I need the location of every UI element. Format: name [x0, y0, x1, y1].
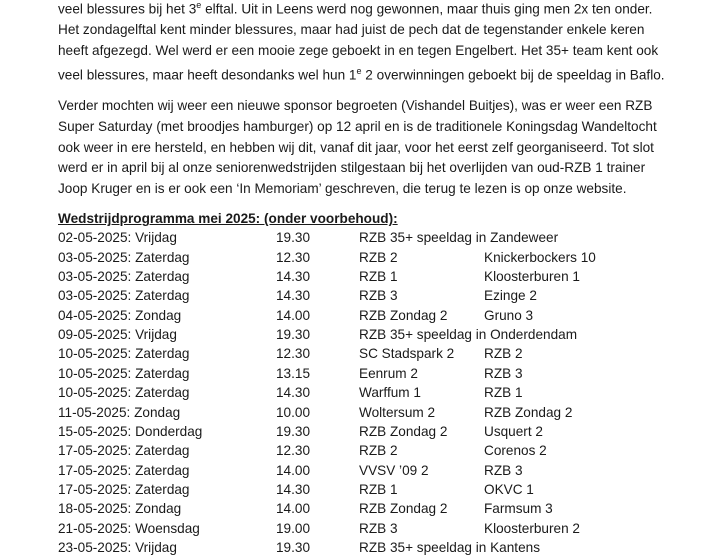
text-line: Verder mochten wij weer een nieuwe sponsor begroeten (Vishandel Buitjes), was er weer een RZB — [58, 98, 653, 114]
match-date: 17-05-2025: Zaterdag — [58, 443, 190, 459]
away-team: RZB 2 — [484, 346, 523, 362]
away-team: Kloosterburen 2 — [484, 520, 580, 536]
match-date: 09-05-2025: Vrijdag — [58, 327, 177, 343]
schedule-row — [58, 499, 678, 518]
home-team: RZB 2 — [359, 443, 398, 459]
away-team: RZB 1 — [484, 385, 523, 401]
match-time: 14.30 — [276, 481, 311, 497]
schedule-row — [58, 480, 678, 499]
match-time: 14.30 — [276, 288, 311, 304]
schedule-row — [58, 441, 678, 460]
match-time: 19.00 — [276, 520, 311, 536]
schedule-row — [58, 383, 678, 402]
match-time: 19.30 — [276, 327, 311, 343]
text-line: Het zondagelftal kent minder blessures, maar had juist de pech dat de tegenstander enkele keren — [58, 22, 645, 38]
intro-paragraph-2 — [58, 96, 678, 199]
away-team: Farmsum 3 — [484, 501, 553, 517]
home-team: SC Stadspark 2 — [359, 346, 455, 362]
intro-paragraph-1 — [58, 0, 678, 86]
document-page — [58, 0, 678, 557]
match-date: 15-05-2025: Donderdag — [58, 423, 203, 439]
home-team: RZB 35+ speeldag in Onderdendam — [359, 327, 578, 343]
match-date: 10-05-2025: Zaterdag — [58, 385, 190, 401]
home-team: VVSV ’09 2 — [359, 462, 429, 478]
schedule-heading: Wedstrijdprogramma mei 2025: (onder voorbehoud): — [58, 211, 398, 227]
match-date: 10-05-2025: Zaterdag — [58, 365, 190, 381]
match-time: 12.30 — [276, 249, 311, 265]
home-team: RZB 2 — [359, 249, 398, 265]
home-team: Warffum 1 — [359, 385, 421, 401]
match-time: 19.30 — [276, 230, 311, 246]
away-team: Ezinge 2 — [484, 288, 537, 304]
match-date: 21-05-2025: Woensdag — [58, 520, 200, 536]
match-schedule — [58, 228, 678, 557]
match-time: 14.30 — [276, 269, 311, 285]
home-team: RZB Zondag 2 — [359, 307, 448, 323]
home-team: Eenrum 2 — [359, 365, 418, 381]
schedule-row — [58, 267, 678, 286]
text-line: veel blessures, maar heeft desondanks wel hun 1e 2 overwinningen geboekt bij de speeldag in Baflo. — [58, 66, 665, 83]
match-date: 03-05-2025: Zaterdag — [58, 269, 190, 285]
home-team: RZB 1 — [359, 269, 398, 285]
match-time: 14.00 — [276, 307, 311, 323]
match-time: 12.30 — [276, 346, 311, 362]
home-team: RZB 35+ speeldag in Kantens — [359, 539, 540, 555]
home-team: RZB 1 — [359, 481, 398, 497]
match-date: 03-05-2025: Zaterdag — [58, 288, 190, 304]
away-team: OKVC 1 — [484, 481, 534, 497]
home-team: RZB Zondag 2 — [359, 423, 448, 439]
match-date: 17-05-2025: Zaterdag — [58, 462, 190, 478]
schedule-row — [58, 422, 678, 441]
text-line: Super Saturday (met broodjes hamburger) op 12 april en is de traditionele Koningsdag Wandeltocht — [58, 119, 657, 135]
away-team: Corenos 2 — [484, 443, 547, 459]
away-team: Kloosterburen 1 — [484, 269, 580, 285]
schedule-row — [58, 461, 678, 480]
match-date: 02-05-2025: Vrijdag — [58, 230, 177, 246]
schedule-row — [58, 286, 678, 305]
schedule-row — [58, 325, 678, 344]
match-time: 19.30 — [276, 423, 311, 439]
schedule-row — [58, 248, 678, 267]
home-team: RZB 35+ speeldag in Zandeweer — [359, 230, 559, 246]
match-date: 04-05-2025: Zondag — [58, 307, 182, 323]
match-date: 18-05-2025: Zondag — [58, 501, 182, 517]
match-time: 19.30 — [276, 539, 311, 555]
schedule-row — [58, 364, 678, 383]
home-team: RZB 3 — [359, 520, 398, 536]
match-time: 14.00 — [276, 501, 311, 517]
match-time: 13.15 — [276, 365, 311, 381]
away-team: Knickerbockers 10 — [484, 249, 596, 265]
schedule-row — [58, 538, 678, 557]
match-time: 10.00 — [276, 404, 311, 420]
match-time: 14.30 — [276, 385, 311, 401]
schedule-row — [58, 344, 678, 363]
match-time: 12.30 — [276, 443, 311, 459]
home-team: RZB 3 — [359, 288, 398, 304]
home-team: RZB Zondag 2 — [359, 501, 448, 517]
schedule-row — [58, 228, 678, 247]
match-time: 14.00 — [276, 462, 311, 478]
away-team: RZB Zondag 2 — [484, 404, 573, 420]
away-team: Usquert 2 — [484, 423, 543, 439]
text-line: veel blessures bij het 3e elftal. Uit in Leens werd nog gewonnen, maar thuis ging men 2x ten onder. — [58, 0, 653, 17]
text-line: Joop Kruger en is er ook een ‘In Memoriam’ geschreven, die terug te lezen is op onze website. — [58, 180, 627, 196]
match-date: 10-05-2025: Zaterdag — [58, 346, 190, 362]
schedule-row — [58, 306, 678, 325]
text-line: werd er in april bij al onze seniorenwedstrijden stilgestaan bij het overlijden van oud-RZB 1 trainer — [58, 160, 646, 176]
match-date: 11-05-2025: Zondag — [58, 404, 181, 420]
home-team: Woltersum 2 — [359, 404, 436, 420]
schedule-row — [58, 403, 678, 422]
match-date: 23-05-2025: Vrijdag — [58, 539, 177, 555]
text-line: ook weer in ere hersteld, en hebben wij dit, vanaf dit jaar, voor het eerst zelf georganiseerd. Tot slot — [58, 139, 654, 155]
away-team: Gruno 3 — [484, 307, 534, 323]
match-date: 17-05-2025: Zaterdag — [58, 481, 190, 497]
away-team: RZB 3 — [484, 365, 523, 381]
match-date: 03-05-2025: Zaterdag — [58, 249, 190, 265]
away-team: RZB 3 — [484, 462, 523, 478]
schedule-row — [58, 519, 678, 538]
text-line: heeft afgezegd. Wel werd er een mooie zege geboekt in en tegen Engelbert. Het 35+ team kent ook — [58, 42, 659, 58]
